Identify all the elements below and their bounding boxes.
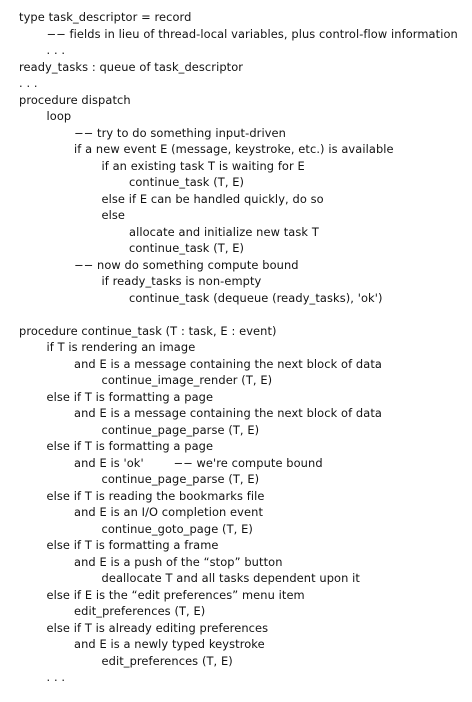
code-line: continue_task (T, E) bbox=[129, 241, 245, 255]
code-line: procedure dispatch bbox=[19, 92, 131, 107]
code-line: −− now do something compute bound bbox=[74, 257, 299, 272]
code-line: −− fields in lieu of thread-local variables, plus control-flow information bbox=[46, 26, 458, 41]
code-line: procedure continue_task (T : task, E : event) bbox=[19, 323, 277, 338]
code-line: and E is a newly typed keystroke bbox=[74, 637, 265, 651]
code-line: else if T is formatting a page bbox=[46, 439, 214, 453]
code-line: and E is a message containing the next block of data bbox=[74, 356, 382, 371]
code-line: else if T is formatting a page bbox=[46, 389, 214, 404]
code-line: edit_preferences (T, E) bbox=[74, 604, 206, 618]
code-line: ready_tasks : queue of task_descriptor bbox=[19, 59, 244, 74]
code-line: and E is 'ok' −− we're compute bound bbox=[74, 455, 323, 470]
code-line: else bbox=[101, 208, 126, 222]
code-line: continue_image_render (T, E) bbox=[101, 373, 273, 387]
code-line: edit_preferences (T, E) bbox=[101, 653, 233, 668]
code-line: else if T is reading the bookmarks file bbox=[46, 488, 265, 503]
code-line: else if T is formatting a frame bbox=[46, 538, 219, 552]
code-line: continue_page_parse (T, E) bbox=[101, 472, 260, 486]
code-line: continue_task (T, E) bbox=[129, 175, 245, 189]
code-line: continue_task (dequeue (ready_tasks), 'ok') bbox=[129, 290, 383, 305]
code-line: else if E is the “edit preferences” menu item bbox=[46, 587, 305, 602]
code-line: continue_page_parse (T, E) bbox=[101, 422, 260, 437]
code-line: if T is rendering an image bbox=[46, 340, 196, 354]
code-line: loop bbox=[46, 109, 72, 123]
code-line: . . . bbox=[46, 43, 66, 57]
code-line: and E is an I/O completion event bbox=[74, 505, 264, 519]
code-line: and E is a push of the “stop” button bbox=[74, 554, 283, 569]
code-line: if an existing task T is waiting for E bbox=[101, 158, 305, 173]
code-line: continue_goto_page (T, E) bbox=[101, 521, 253, 536]
code-line: deallocate T and all tasks dependent upon it bbox=[101, 571, 360, 585]
code-line: and E is a message containing the next block of data bbox=[74, 406, 382, 420]
code-line: . . . bbox=[19, 76, 38, 90]
code-line: allocate and initialize new task T bbox=[129, 224, 319, 239]
code-line: else if E can be handled quickly, do so bbox=[101, 191, 324, 206]
code-line: else if T is already editing preferences bbox=[46, 620, 269, 635]
code-line: −− try to do something input-driven bbox=[74, 125, 286, 140]
code-line: . . . bbox=[46, 670, 66, 684]
code-line: if ready_tasks is non-empty bbox=[101, 274, 262, 288]
code-line: type task_descriptor = record bbox=[19, 10, 192, 24]
code-line: if a new event E (message, keystroke, etc.) is available bbox=[74, 142, 394, 156]
